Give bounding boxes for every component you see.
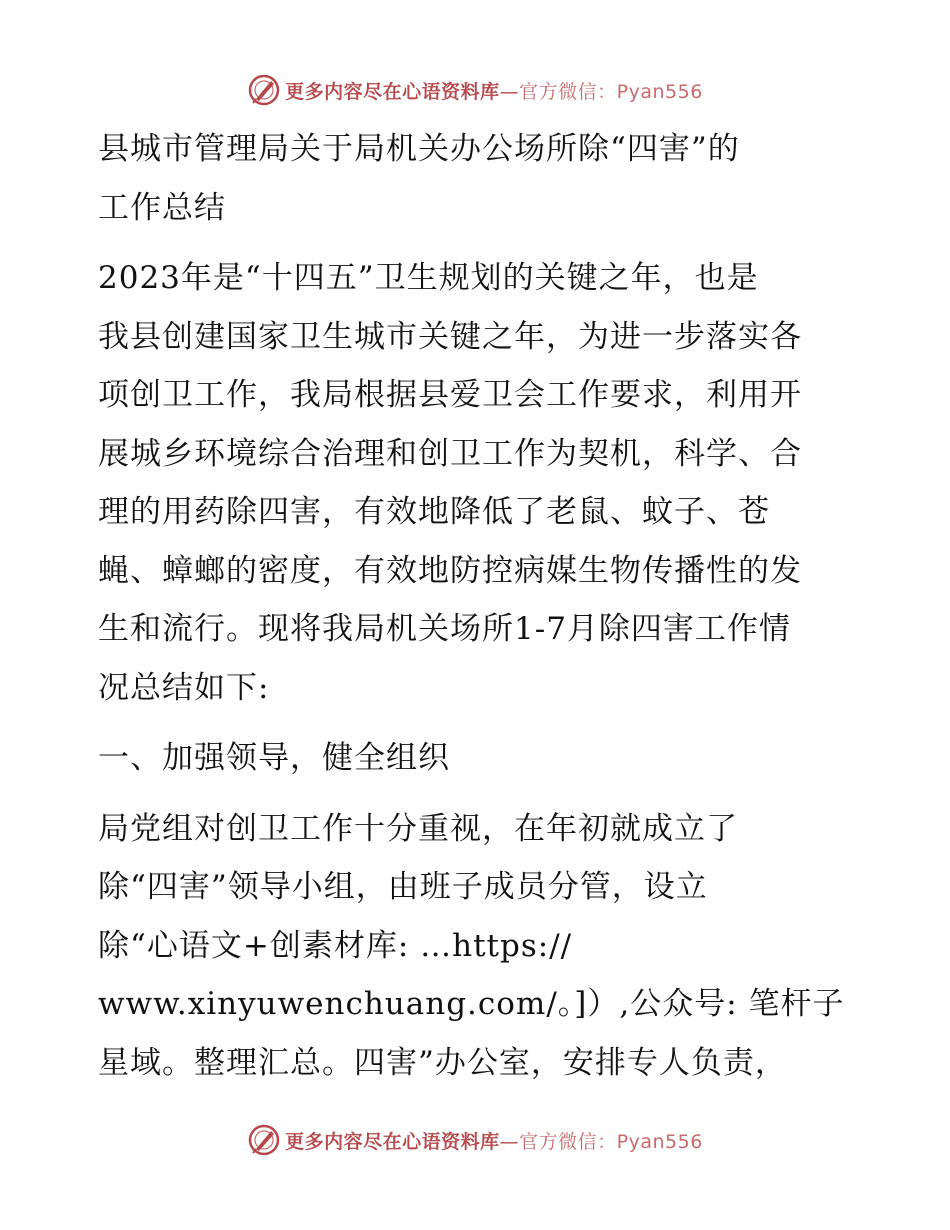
watermark-dash: — (499, 80, 520, 103)
intro-line-6: 蝇、蟑螂的密度，有效地防控病媒生物传播性的发 (98, 552, 802, 589)
intro-line-3: 项创卫工作，我局根据县爱卫会工作要求，利用开 (98, 377, 802, 413)
intro-line-1: 2023年是“十四五”卫生规划的关键之年，也是 (98, 260, 759, 296)
watermark-site-text: 更多内容尽在心语资料库 (285, 1130, 500, 1153)
watermark-wechat-text: 官方微信：Pyan556 (519, 1130, 703, 1153)
section-1-line-4: www.xinyuwenchuang.com/。]）,公众号: 笔杆子 (98, 986, 845, 1022)
intro-line-2: 我县创建国家卫生城市关键之年，为进一步落实各 (98, 318, 802, 355)
watermark-wechat-text: 官方微信：Pyan556 (519, 80, 703, 103)
intro-line-8: 况总结如下: (98, 669, 270, 706)
document-title (98, 120, 858, 237)
feather-pen-logo-icon (247, 1123, 281, 1157)
section-1-paragraph (98, 800, 858, 1093)
section-1-line-2: 除“四害”领导小组，由班子成员分管，设立 (98, 869, 708, 905)
intro-line-4: 展城乡环境综合治理和创卫工作为契机，科学、合 (98, 435, 802, 472)
title-line-2: 工作总结 (98, 189, 226, 226)
intro-line-7: 生和流行。现将我局机关场所1-7月除四害工作情 (98, 611, 791, 647)
intro-paragraph (98, 249, 858, 717)
section-1-line-1: 局党组对创卫工作十分重视，在年初就成立了 (98, 810, 738, 847)
footer-watermark (0, 1120, 950, 1160)
section-1-line-3: 除“心语文+创素材库: …https:// (98, 927, 573, 964)
title-line-1: 县城市管理局关于局机关办公场所除“四害”的 (98, 131, 740, 167)
watermark-text (285, 1127, 703, 1154)
section-1-heading: 一、加强领导，健全组织 (98, 740, 450, 776)
feather-pen-logo-icon (247, 73, 281, 107)
watermark-text (285, 77, 703, 104)
watermark-dash: — (499, 1130, 520, 1153)
section-1-line-5: 星域。整理汇总。四害”办公室，安排专人负责， (98, 1044, 787, 1081)
document-body (98, 120, 858, 1092)
header-watermark (0, 70, 950, 110)
watermark-site-text: 更多内容尽在心语资料库 (285, 80, 500, 103)
intro-line-5: 理的用药除四害，有效地降低了老鼠、蚊子、苍 (98, 494, 770, 530)
